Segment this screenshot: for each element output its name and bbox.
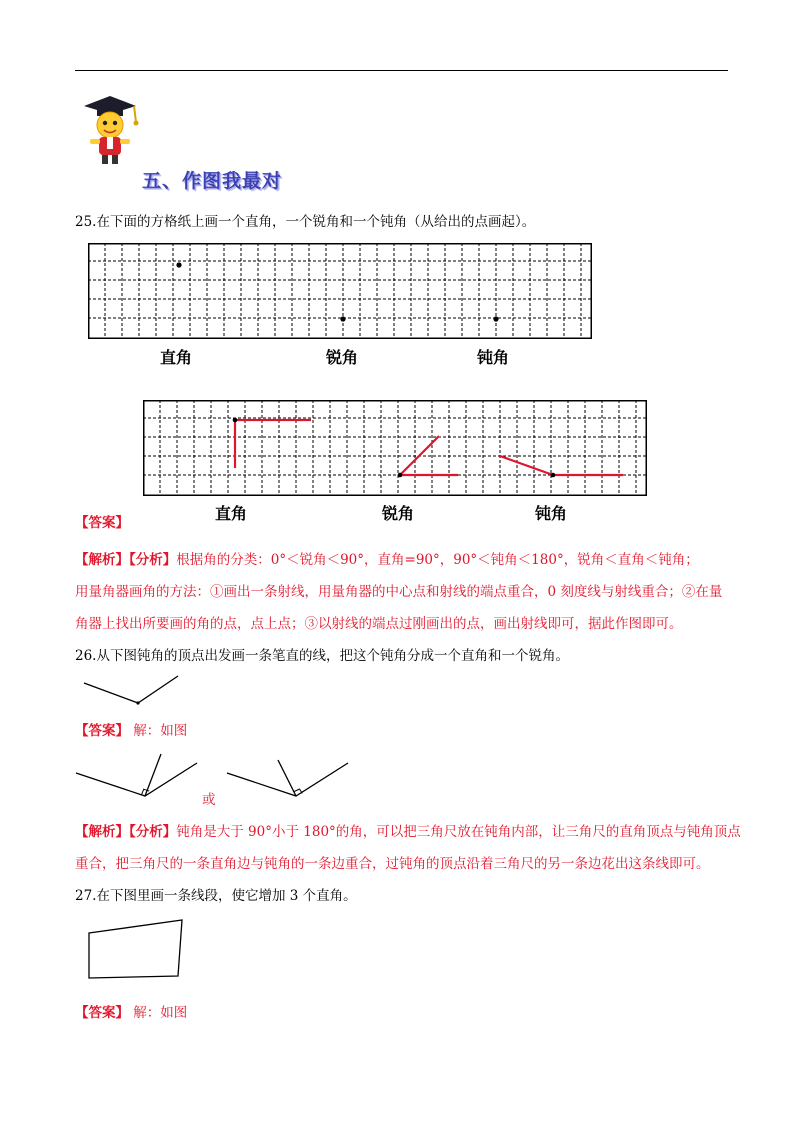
q25-label-acute-angle: 锐角 — [326, 348, 359, 367]
q26-answer-figure-1 — [75, 752, 200, 804]
header-rule — [75, 70, 728, 71]
q25-answer-label-right-angle: 直角 — [215, 504, 248, 523]
q26-analysis-text-1: 钝角是大于 90°小于 180°的角，可以把三角尺放在钝角内部，让三角尺的直角顶点与钝角顶点 — [176, 824, 741, 840]
q26-question: 26.从下图钝角的顶点出发画一条笔直的线，把这个钝角分成一个直角和一个锐角。 — [75, 648, 569, 664]
q25-answer-tag: 【答案】 — [75, 515, 129, 531]
q25-analysis-tag: 【解析】【分析】 — [75, 552, 177, 568]
q26-or-text: 或 — [202, 792, 216, 808]
q26-analysis-line-2: 重合，把三角尺的一条直角边与钝角的一条边重合，过钝角的顶点沿着三角尺的另一条边花出这条线即可。 — [75, 856, 710, 872]
q27-answer-tag: 【答案】 — [75, 1005, 129, 1021]
q26-answer-figure-2 — [226, 752, 351, 804]
q27-question: 27.在下图里画一条线段，使它增加 3 个直角。 — [75, 888, 357, 904]
q25-question: 25.在下面的方格纸上画一个直角，一个锐角和一个钝角（从给出的点画起）。 — [75, 214, 536, 230]
q25-analysis-line-3: 角器上找出所要画的角的点，点上点；③以射线的端点过刚画出的点，画出射线即可，据此作图即可。 — [75, 616, 683, 632]
q25-analysis-line-1 — [75, 550, 699, 570]
q25-label-right-angle: 直角 — [160, 348, 193, 367]
q25-answer-label-acute-angle: 锐角 — [382, 504, 415, 523]
q25-label-obtuse-angle: 钝角 — [477, 348, 510, 367]
q25-analysis-line-2: 用量角器画角的方法：①画出一条射线，用量角器的中心点和射线的端点重合，0 刻度线与射线重合；②在量 — [75, 584, 723, 600]
q25-grid-blank — [88, 243, 592, 339]
q25-grid-answer — [143, 400, 647, 496]
q26-answer-tag: 【答案】 — [75, 723, 129, 739]
q26-answer-text: 解：如图 — [133, 723, 188, 739]
q25-analysis-text-1: 根据角的分类：0°＜锐角＜90°，直角=90°，90°＜钝角＜180°，锐角＜直角＜钝角； — [176, 552, 699, 568]
q27-answer-line — [75, 1003, 187, 1023]
doctor-mascot-icon — [80, 94, 140, 166]
q26-obtuse-angle-figure — [80, 670, 190, 710]
q27-answer-text: 解：如图 — [133, 1005, 188, 1021]
q26-answer-line — [75, 721, 187, 741]
section-heading: 五、作图我最对 — [142, 170, 283, 192]
q25-answer-label-obtuse-angle: 钝角 — [535, 504, 568, 523]
q26-analysis-tag: 【解析】【分析】 — [75, 824, 177, 840]
q26-analysis-line-1 — [75, 822, 741, 842]
q27-quadrilateral-figure — [86, 918, 186, 980]
